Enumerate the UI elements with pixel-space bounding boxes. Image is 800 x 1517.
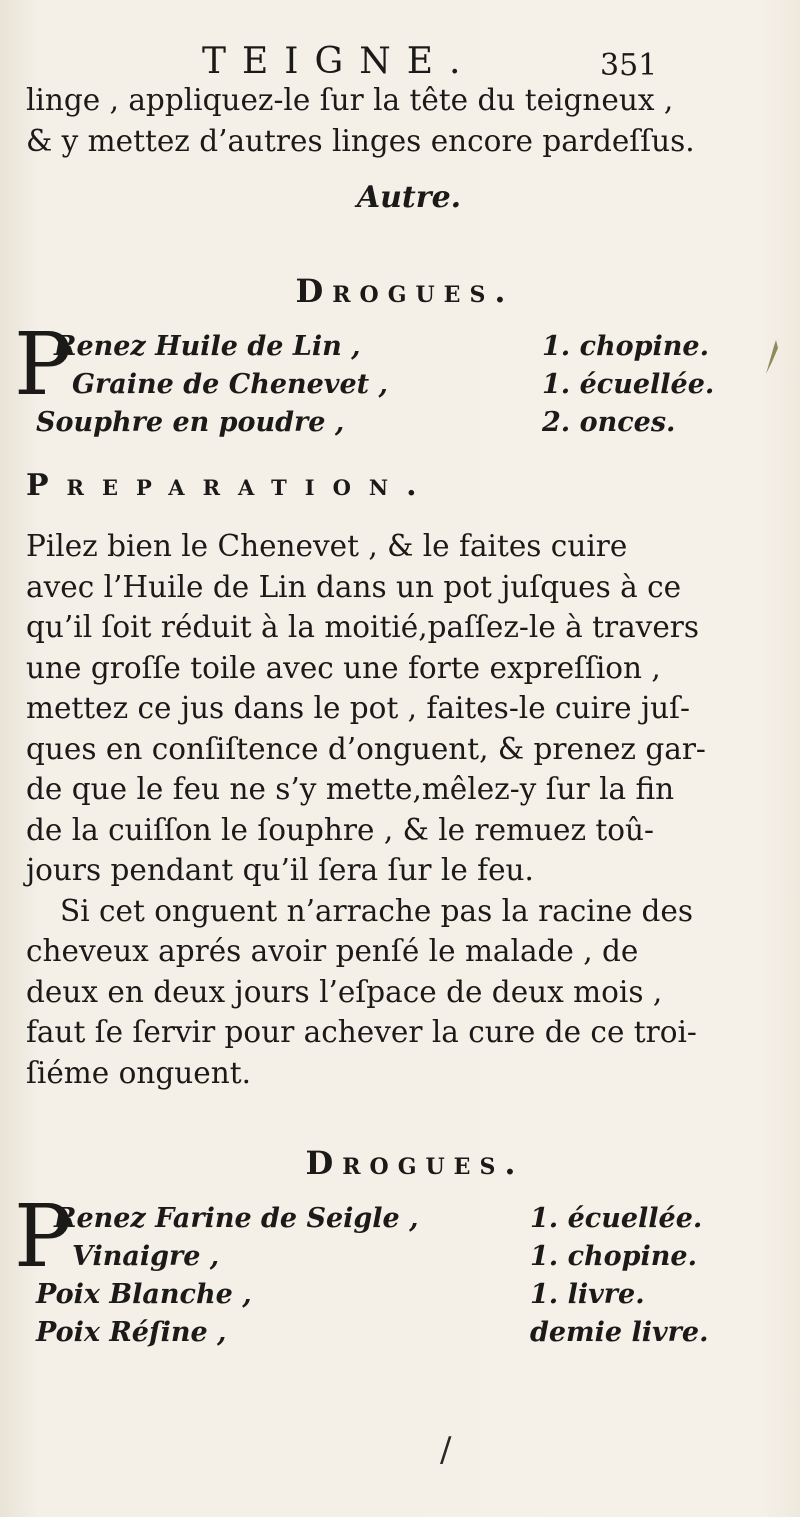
text-line: avec l’Huile de Lin dans un pot juſques à ce xyxy=(26,569,682,604)
page-header xyxy=(0,28,800,88)
quantity: 1. chopine. xyxy=(542,331,710,362)
text-line: Pilez bien le Chenevet , & le faites cuire xyxy=(26,529,628,563)
ingredient: Poix Réſine , xyxy=(36,1317,227,1348)
text-line: mettez ce jus dans le pot , faites-le cuire juſ- xyxy=(26,691,690,725)
quantity: 2. onces. xyxy=(542,407,676,438)
ink-mark-icon xyxy=(762,338,782,378)
recipe-row xyxy=(14,1276,774,1314)
quantity: 1. écuellée. xyxy=(542,369,715,400)
drogues-heading: Drogues. xyxy=(295,272,515,310)
drop-cap: P xyxy=(14,1187,72,1287)
text-line: faut ſe ſervir pour achever la cure de ce troi- xyxy=(26,1015,697,1049)
preparation-heading: Preparation. xyxy=(26,468,435,503)
autre-heading: Autre. xyxy=(356,180,462,215)
text-line: deux en deux jours l’eſpace de deux mois , xyxy=(26,974,663,1009)
quantity: demie livre. xyxy=(530,1317,709,1348)
text-line: Si cet onguent n’arrache pas la racine des xyxy=(60,893,694,928)
text-line: linge , appliquez-le ſur la tête du teigneux , xyxy=(26,83,674,117)
quantity: 1. chopine. xyxy=(530,1241,698,1272)
recipe-row xyxy=(14,404,774,442)
ingredient: Souphre en poudre , xyxy=(36,407,345,438)
recipe-row xyxy=(14,1314,774,1352)
drogues-heading: Drogues. xyxy=(305,1144,525,1182)
recipe-row xyxy=(14,1238,774,1276)
text-line: cheveux aprés avoir penſé le malade , de xyxy=(26,934,639,968)
intro-paragraph xyxy=(26,80,702,161)
catchword-mark-icon: / xyxy=(440,1430,452,1470)
quantity: 1. écuellée. xyxy=(530,1203,703,1234)
text-line: ſiéme onguent. xyxy=(26,1055,251,1090)
ingredient: Vinaigre , xyxy=(72,1241,220,1272)
preparation-text xyxy=(26,526,706,1093)
running-title: TEIGNE. xyxy=(202,41,477,82)
recipe-row xyxy=(14,366,774,404)
ingredient: Graine de Chenevet , xyxy=(72,369,388,400)
page-number: 351 xyxy=(600,48,658,83)
text-line: ques en conſiſtence d’onguent, & prenez gar- xyxy=(26,731,706,766)
recipe-list xyxy=(14,1187,774,1352)
ingredient: Renez Farine de Seigle , xyxy=(54,1203,419,1234)
ingredient: Poix Blanche , xyxy=(36,1279,252,1310)
text-line: de que le feu ne s’y mette,mêlez-y ſur la fin xyxy=(26,772,675,806)
text-line: de la cuiſſon le ſouphre , & le remuez toû- xyxy=(26,812,654,847)
text-line: & y mettez d’autres linges encore pardeſſus. xyxy=(26,123,695,158)
text-line: jours pendant qu’il ſera ſur le feu. xyxy=(26,853,534,887)
text-line: une groſſe toile avec une forte expreſſion , xyxy=(26,650,661,685)
quantity: 1. livre. xyxy=(530,1279,645,1310)
ingredient: Renez Huile de Lin , xyxy=(54,331,361,362)
text-line: qu’il ſoit réduit à la moitié,paſſez-le à travers xyxy=(26,610,700,644)
drop-cap: P xyxy=(14,315,72,415)
recipe-list xyxy=(14,315,774,442)
